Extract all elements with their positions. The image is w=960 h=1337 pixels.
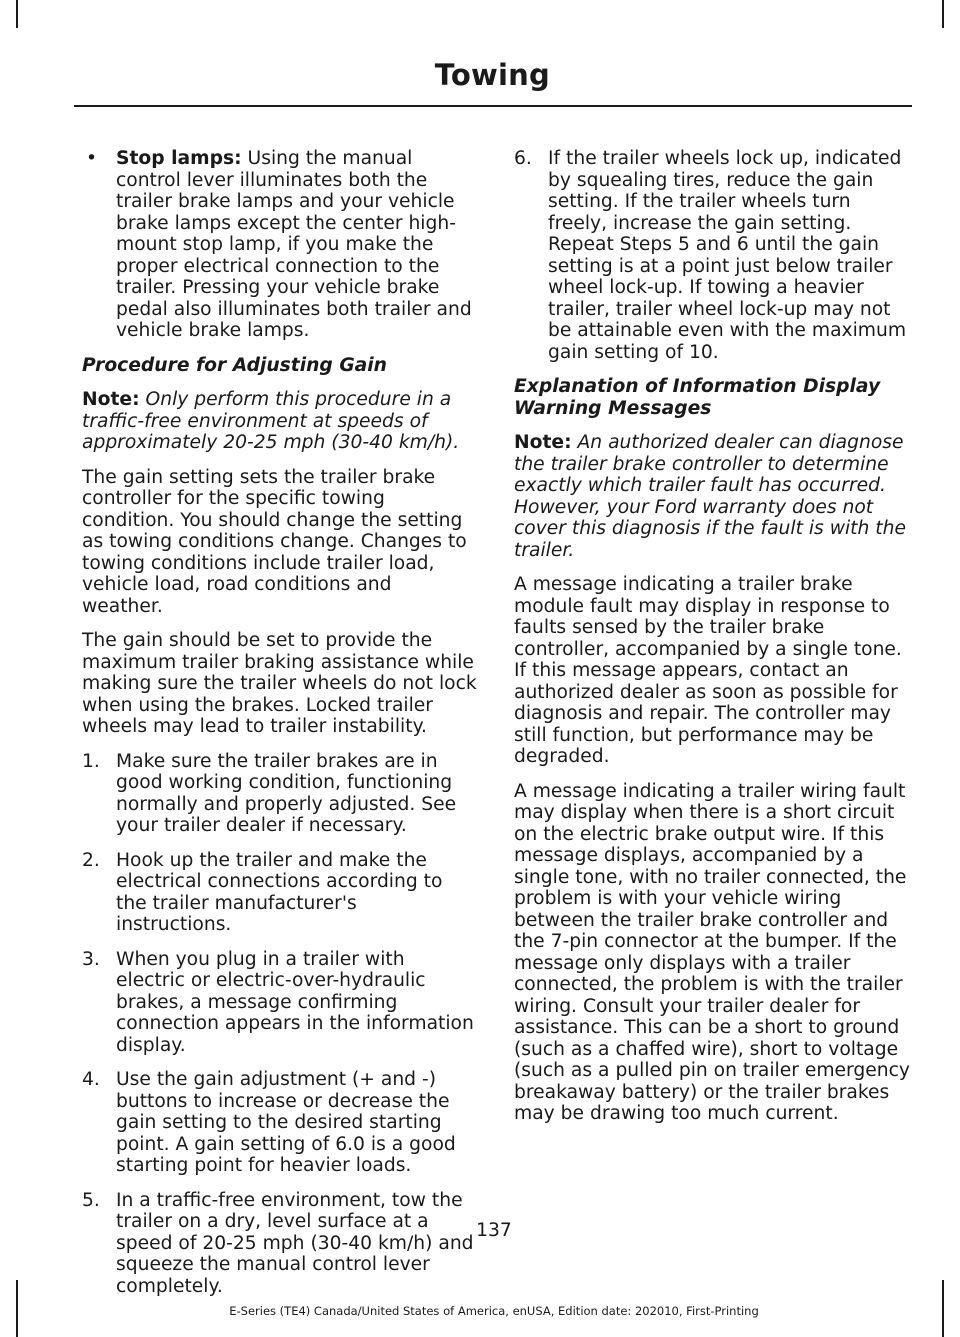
stop-lamps-bullet <box>82 148 477 342</box>
list-item <box>82 850 477 936</box>
step-number: 1. <box>82 750 100 772</box>
step-number: 3. <box>82 948 100 970</box>
note-text: Only perform this procedure in a traffic-free environment at speeds of approximately 20-25 mph (30-40 km/h). <box>82 389 460 453</box>
list-item <box>514 148 910 363</box>
step-number: 2. <box>82 849 100 871</box>
step-text: Make sure the trailer brakes are in good working condition, functioning normally and properly adjusted. See your trailer dealer if necessary. <box>116 750 457 836</box>
step-text: Hook up the trailer and make the electrical connections according to the trailer manufacturer's instructions. <box>116 849 443 935</box>
paragraph-wiring-fault: A message indicating a trailer wiring fault may display when there is a short circuit on the electric brake output wire. If this message displays, accompanied by a single tone, with no trailer connected, the problem is with your vehicle wiring between the trailer brake controller and the 7-pin connector at the bumper. If the message only displays with a trailer connected, the problem is with the trailer wiring. Consult your trailer dealer for assistance. This can be a short to ground (such as a chaffed wire), short to voltage (such as a pulled pin on trailer emergency breakaway battery) or the trailer brakes may be drawing too much current. <box>514 780 910 1124</box>
paragraph-gain-setting: The gain setting sets the trailer brake controller for the specific towing condition. You should change the setting as towing conditions change. Changes to towing conditions include trailer load, vehicle load, road conditions and weather. <box>82 466 467 617</box>
note-text: An authorized dealer can diagnose the trailer brake controller to determine exactly which trailer fault has occurred. However, your Ford warranty does not cover this diagnosis if the fault is with the trailer. <box>514 432 906 561</box>
step-number: 6. <box>514 148 532 169</box>
step-text: In a traffic-free environment, tow the trailer on a dry, level surface at a speed of 20-25 mph (30-40 km/h) and squeeze the manual control lever completely. <box>116 1189 474 1297</box>
procedure-steps-continued <box>514 148 910 363</box>
bullet-lead: Stop lamps: <box>116 148 242 169</box>
step-text: Use the gain adjustment (+ and -) buttons to increase or decrease the gain setting to the desired starting point. A gain setting of 6.0 is a good starting point for heavier loads. <box>116 1069 456 1176</box>
crop-mark-top-right <box>942 0 944 28</box>
left-column <box>82 148 477 1310</box>
header-divider <box>74 105 912 107</box>
step-number: 5. <box>82 1189 100 1211</box>
edition-footer: E-Series (TE4) Canada/United States of America, enUSA, Edition date: 202010, First-Printing <box>229 1304 759 1318</box>
page-title: Towing <box>434 58 550 92</box>
note-label: Note: <box>514 432 572 453</box>
step-number: 4. <box>82 1069 100 1090</box>
bullet-marker: • <box>86 148 98 169</box>
note-speed <box>82 389 477 454</box>
crop-mark-top-left <box>16 0 18 28</box>
section-heading-adjusting-gain: Procedure for Adjusting Gain <box>82 354 387 376</box>
procedure-steps <box>82 751 477 1298</box>
page-number: 137 <box>476 1220 512 1241</box>
paragraph-module-fault: A message indicating a trailer brake module fault may display in response to faults sensed by the trailer brake controller, accompanied by a single tone. If this message appears, contact an authorized dealer as soon as possible for diagnosis and repair. The controller may still function, but performance may be degraded. <box>514 574 902 767</box>
list-item <box>82 751 477 837</box>
paragraph-gain-assistance: The gain should be set to provide the maximum trailer braking assistance while making sure the trailer wheels do not lock when using the brakes. Locked trailer wheels may lead to trailer instability. <box>82 630 477 737</box>
list-item <box>82 1190 477 1298</box>
bullet-text: Using the manual control lever illuminates both the trailer brake lamps and your vehicle brake lamps except the center high-mount stop lamp, if you make the proper electrical connection to the trailer. Pressing your vehicle brake pedal also illuminates both trailer and vehicle brake lamps. <box>116 148 472 341</box>
note-label: Note: <box>82 389 140 410</box>
list-item <box>82 949 477 1057</box>
note-dealer-diagnosis <box>514 432 910 561</box>
section-heading-warning-messages: Explanation of Information Display Warning Messages <box>514 376 881 419</box>
right-column <box>514 148 910 1138</box>
step-text: If the trailer wheels lock up, indicated by squealing tires, reduce the gain setting. If the trailer wheels turn freely, increase the gain setting. Repeat Steps 5 and 6 until the gain setting is at a point just below trailer wheel lock-up. If towing a heavier trailer, trailer wheel lock-up may not be attainable even with the maximum gain setting of 10. <box>548 148 907 363</box>
list-item <box>82 1069 477 1177</box>
step-text: When you plug in a trailer with electric or electric-over-hydraulic brakes, a message confirming connection appears in the information display. <box>116 948 474 1056</box>
